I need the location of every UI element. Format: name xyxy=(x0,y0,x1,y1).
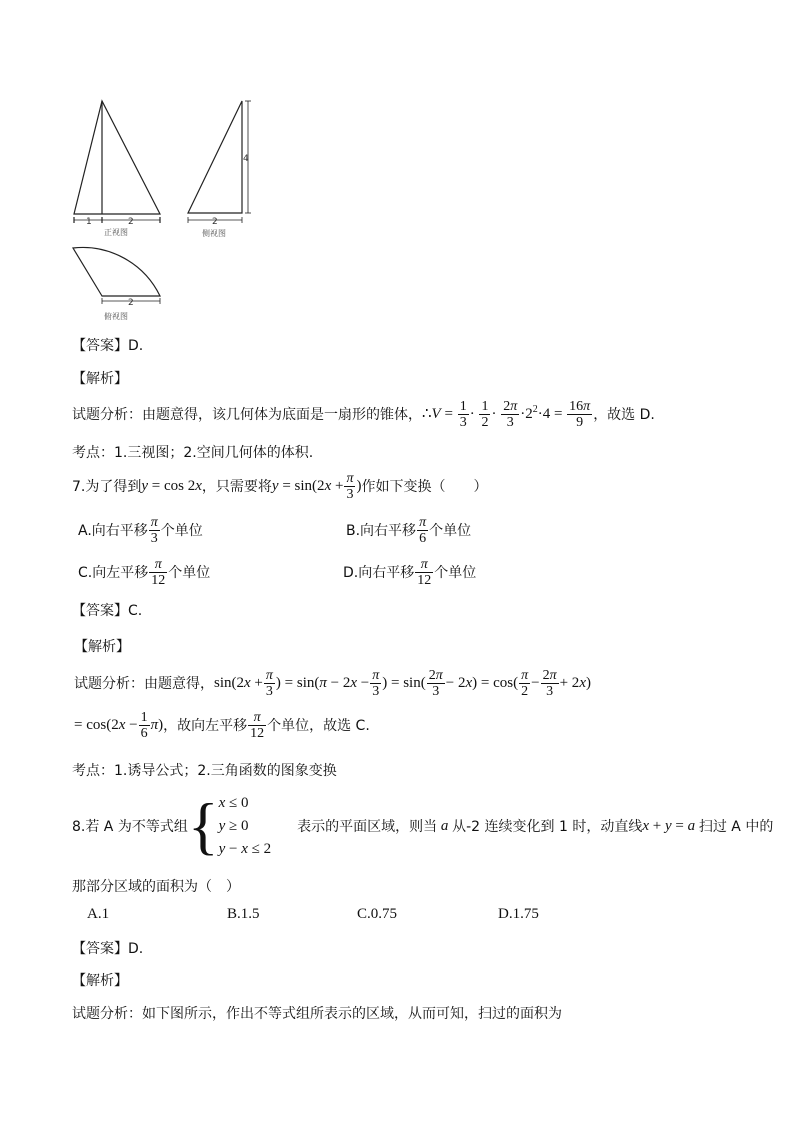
q6-answer: 【答案】D. xyxy=(72,338,144,354)
q7-option-b-value: $\frac{\pi}{6}$ xyxy=(419,514,427,546)
q7-derivation-1: sin(2x + $\frac{\pi}{3}$ ) = sin(π − 2x − $\frac{\pi}{3}$ ) = sin( $\frac{2\pi}{3}$ − 2x) = cos( $\frac{\pi}{2}$ − $\frac{2\pi}{3}$ + 2x) xyxy=(214,667,591,699)
q7-stem-suffix: 作如下变换（ ） xyxy=(361,479,488,495)
top-view xyxy=(73,247,160,304)
q8-option-b: B.1.5 xyxy=(227,906,260,922)
q7-target-function: y = cos 2x xyxy=(141,477,202,494)
q7-stem xyxy=(72,468,487,504)
q7-shift-value: $\frac{\pi}{12}$ xyxy=(250,709,265,741)
q8-analysis: 试题分析：如下图所示，作出不等式组所表示的区域，从而可知，扫过的面积为 xyxy=(72,1006,562,1022)
q7-option-d xyxy=(343,554,476,590)
side-dim-4: 4 xyxy=(243,154,249,164)
q8-stem-mid2: 从-2 连续变化到 1 时，动直线 xyxy=(452,819,643,835)
q7-option-d-unit: 个单位 xyxy=(434,565,477,581)
q8-var-a: a xyxy=(437,817,453,834)
side-dim-2: 2 xyxy=(212,217,218,227)
q8-system-brace: { xyxy=(187,790,219,861)
q6-kaodian: 考点：1.三视图；2.空间几何体的体积. xyxy=(72,445,314,461)
q8-stem-mid1: 表示的平面区域，则当 xyxy=(297,819,438,835)
q7-option-c-label: C.向左平移 xyxy=(78,565,149,581)
q7-option-c-unit: 个单位 xyxy=(168,565,211,581)
q7-option-b xyxy=(346,512,471,548)
q8-stem-prefix: 8.若 A 为不等式组 xyxy=(72,819,188,835)
q6-analysis xyxy=(72,396,655,432)
q7-option-b-label: B.向右平移 xyxy=(346,523,417,539)
q6-volume-formula: ∴V = $\frac{1}{3}$ · $\frac{1}{2}$ · $\frac{2\pi}{3}$ $\cdot 2^2\cdot 4$ = $\frac{16\pi}{9}$ xyxy=(422,398,591,430)
q8-answer: 【答案】D. xyxy=(72,941,144,957)
q7-kaodian: 考点：1.诱导公式；2.三角函数的图象变换 xyxy=(72,763,337,779)
q7-analysis-heading: 【解析】 xyxy=(74,639,130,655)
q7-option-a xyxy=(78,512,203,548)
side-view xyxy=(188,101,251,223)
q7-derivation-2: = cos(2x − $\frac{1}{6}$ π) xyxy=(74,709,164,741)
q6-analysis-heading: 【解析】 xyxy=(72,371,128,387)
q8-stem xyxy=(72,790,773,862)
q8-stem-mid3: 扫过 A 中的 xyxy=(698,819,774,835)
q7-analysis-line2 xyxy=(74,706,370,744)
q8-inequality-system: x ≤ 0 y ≥ 0 y − x ≤ 2 xyxy=(218,794,272,857)
q7-option-a-unit: 个单位 xyxy=(160,523,203,539)
q7-analysis-text: 试题分析：由题意得， xyxy=(74,676,214,692)
q7-analysis-line1 xyxy=(74,664,591,702)
q8-option-d: D.1.75 xyxy=(498,906,539,922)
q7-answer: 【答案】C. xyxy=(72,603,143,619)
front-view-label: 正视图 xyxy=(104,228,128,237)
q8-line-equation: x + y = a xyxy=(642,817,696,834)
q7-option-c xyxy=(78,554,210,590)
front-dim-1: 1 xyxy=(86,217,92,227)
q7-stem-mid: ，只需要将 xyxy=(201,479,272,495)
q7-analysis-mid: ，故向左平移 xyxy=(163,718,248,734)
front-dim-2: 2 xyxy=(128,217,134,227)
top-dim-2: 2 xyxy=(128,298,134,308)
top-view-label: 俯视图 xyxy=(104,312,128,321)
q7-option-a-label: A.向右平移 xyxy=(78,523,148,539)
three-view-figures xyxy=(60,95,280,325)
q8-analysis-heading: 【解析】 xyxy=(72,973,128,989)
q8-option-a: A.1 xyxy=(87,906,110,922)
q7-option-d-value: $\frac{\pi}{12}$ xyxy=(417,556,432,588)
q7-stem-prefix: 7.为了得到 xyxy=(72,479,142,495)
side-view-label: 侧视图 xyxy=(202,229,226,238)
q7-option-a-value: $\frac{\pi}{3}$ xyxy=(150,514,158,546)
q6-analysis-suffix: ，故选 D. xyxy=(593,407,655,423)
q7-option-c-value: $\frac{\pi}{12}$ xyxy=(151,556,166,588)
q8-option-c: C.0.75 xyxy=(357,906,398,922)
q7-option-d-label: D.向右平移 xyxy=(343,565,415,581)
q7-analysis-suffix: 个单位，故选 C. xyxy=(267,718,370,734)
q6-analysis-text: 试题分析：由题意得，该几何体为底面是一扇形的锥体， xyxy=(72,407,422,423)
front-view xyxy=(74,101,160,223)
q8-stem-line2: 那部分区域的面积为（ ） xyxy=(72,879,240,895)
q7-source-function: y = sin(2x + $\frac{\pi}{3}$ ) xyxy=(271,470,362,502)
q7-option-b-unit: 个单位 xyxy=(429,523,472,539)
